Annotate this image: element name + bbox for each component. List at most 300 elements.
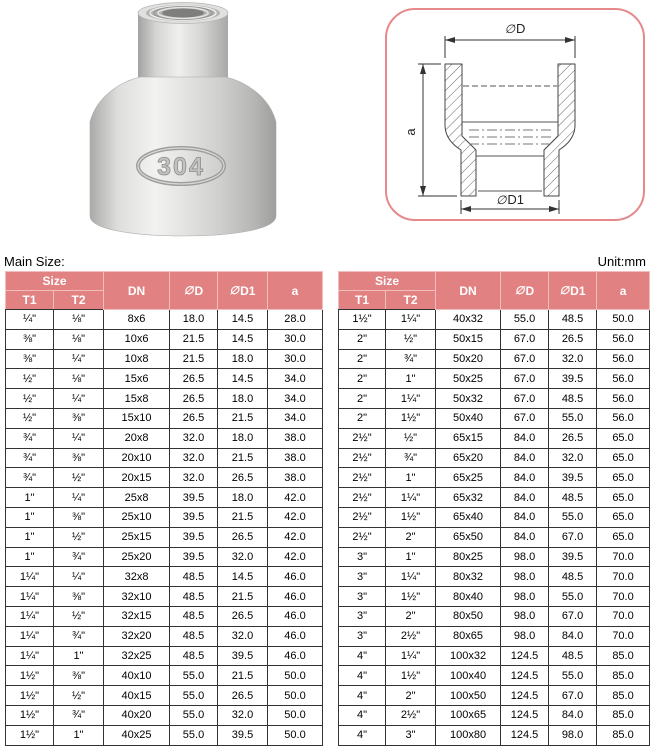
col-header-d-label: D: [194, 283, 204, 298]
table-cell: ½": [54, 468, 104, 488]
table-cell: 34.0: [268, 369, 323, 389]
table-row: [6, 389, 323, 409]
table-cell: 67.0: [501, 408, 549, 428]
table-cell: ¼": [54, 389, 104, 409]
table-cell: 21.5: [218, 507, 268, 527]
table-cell: 85.0: [597, 666, 650, 686]
table-cell: 65x32: [436, 488, 501, 508]
table-cell: 50x15: [436, 329, 501, 349]
table-cell: 1": [54, 725, 104, 745]
table-row: [339, 646, 650, 666]
table-cell: ⅛": [54, 329, 104, 349]
table-cell: 65.0: [597, 488, 650, 508]
table-row: [339, 587, 650, 607]
table-row: [339, 626, 650, 646]
table-cell: 1¼": [6, 626, 54, 646]
table-cell: 2½": [386, 705, 436, 725]
diameter-symbol: ∅: [229, 284, 240, 297]
table-cell: 30.0: [268, 329, 323, 349]
table-cell: 18.0: [218, 349, 268, 369]
table-cell: 32.0: [218, 705, 268, 725]
table-cell: 65x50: [436, 527, 501, 547]
dim-label-d: ∅D: [504, 21, 526, 36]
table-row: [6, 587, 323, 607]
table-cell: 124.5: [501, 705, 549, 725]
table-cell: 4": [339, 646, 386, 666]
table-cell: 42.0: [268, 507, 323, 527]
table-cell: 100x50: [436, 686, 501, 706]
table-row: [6, 606, 323, 626]
table-cell: 1": [6, 507, 54, 527]
table-cell: 65x15: [436, 428, 501, 448]
table-cell: 84.0: [501, 468, 549, 488]
table-cell: ⅜": [54, 507, 104, 527]
table-cell: 50.0: [268, 705, 323, 725]
table-cell: 32.0: [549, 349, 597, 369]
col-header-size: Size: [6, 272, 104, 291]
table-cell: 2½": [339, 468, 386, 488]
size-tables: [5, 271, 650, 746]
threaded-opening: [138, 3, 228, 24]
table-cell: ½": [54, 527, 104, 547]
table-row: [339, 686, 650, 706]
table-row: [6, 567, 323, 587]
table-cell: ¾": [386, 448, 436, 468]
table-cell: 2": [386, 686, 436, 706]
table-cell: 84.0: [501, 428, 549, 448]
table-cell: 26.5: [170, 408, 218, 428]
table-cell: 1½": [386, 587, 436, 607]
table-row: [6, 408, 323, 428]
table-row: [6, 705, 323, 725]
dim-label-d1: ∅D1: [495, 192, 525, 207]
table-cell: 1": [386, 468, 436, 488]
table-cell: 98.0: [501, 626, 549, 646]
table-cell: 14.5: [218, 567, 268, 587]
table-cell: 1": [386, 547, 436, 567]
table-cell: 124.5: [501, 686, 549, 706]
table-cell: ¼": [54, 349, 104, 369]
table-cell: 3": [339, 567, 386, 587]
table-cell: 124.5: [501, 666, 549, 686]
table-row: [6, 646, 323, 666]
table-cell: 2": [339, 369, 386, 389]
table-row: [339, 666, 650, 686]
table-body-left: [6, 310, 323, 746]
main-size-label: Main Size:: [4, 254, 65, 269]
col-header-d1-label: D1: [240, 283, 256, 298]
dimension-top: [445, 36, 575, 58]
table-cell: 32x15: [104, 606, 170, 626]
table-cell: 14.5: [218, 310, 268, 330]
col-header-t2: T2: [386, 291, 436, 310]
table-cell: ½": [6, 408, 54, 428]
table-cell: 98.0: [501, 547, 549, 567]
table-cell: 32.0: [170, 428, 218, 448]
table-cell: 1¼": [6, 587, 54, 607]
table-cell: 48.5: [170, 626, 218, 646]
col-header-dn: DN: [436, 272, 501, 310]
table-cell: 3": [386, 725, 436, 745]
table-cell: 46.0: [268, 587, 323, 607]
table-cell: 3": [339, 547, 386, 567]
table-row: [339, 428, 650, 448]
table-cell: 32x20: [104, 626, 170, 646]
table-cell: ½": [54, 606, 104, 626]
table-cell: 55.0: [549, 408, 597, 428]
table-cell: 65.0: [597, 507, 650, 527]
table-cell: 20x10: [104, 448, 170, 468]
unit-label: Unit:mm: [597, 254, 646, 269]
technical-drawing: [387, 10, 643, 219]
table-cell: 40x10: [104, 666, 170, 686]
table-cell: 2½": [339, 448, 386, 468]
table-cell: 4": [339, 666, 386, 686]
table-cell: 32.0: [218, 547, 268, 567]
table-cell: ¾": [54, 547, 104, 567]
table-cell: 48.5: [549, 310, 597, 330]
table-cell: 124.5: [501, 646, 549, 666]
table-cell: 4": [339, 686, 386, 706]
technical-diagram-box: [385, 8, 645, 221]
diameter-symbol: ∅: [514, 284, 525, 297]
stamp-text: 304: [157, 153, 205, 181]
table-cell: 2½": [339, 527, 386, 547]
table-cell: 14.5: [218, 369, 268, 389]
col-header-d: [501, 272, 549, 310]
table-cell: 32x25: [104, 646, 170, 666]
table-cell: 42.0: [268, 547, 323, 567]
table-cell: 67.0: [501, 329, 549, 349]
table-cell: 1½": [6, 725, 54, 745]
col-header-a: a: [597, 272, 650, 310]
table-cell: 39.5: [170, 488, 218, 508]
table-cell: ⅛": [54, 369, 104, 389]
table-cell: ⅜": [54, 408, 104, 428]
col-header-a: a: [268, 272, 323, 310]
table-cell: 65x25: [436, 468, 501, 488]
table-cell: 15x8: [104, 389, 170, 409]
table-cell: 56.0: [597, 329, 650, 349]
col-header-d1-label: D1: [570, 283, 586, 298]
table-cell: 48.5: [170, 587, 218, 607]
diameter-symbol: ∅: [183, 284, 194, 297]
table-cell: 34.0: [268, 389, 323, 409]
table-row: [339, 567, 650, 587]
table-cell: 65.0: [597, 527, 650, 547]
table-cell: 2½": [386, 626, 436, 646]
table-cell: 38.0: [268, 448, 323, 468]
table-cell: 20x15: [104, 468, 170, 488]
table-cell: 84.0: [549, 705, 597, 725]
table-cell: 100x80: [436, 725, 501, 745]
table-cell: 2": [339, 408, 386, 428]
col-header-dn: DN: [104, 272, 170, 310]
table-cell: 39.5: [170, 527, 218, 547]
table-cell: 18.0: [218, 428, 268, 448]
col-header-d: [170, 272, 218, 310]
table-cell: 1¼": [386, 488, 436, 508]
fitting-photo-illustration: [45, 0, 320, 240]
table-row: [6, 725, 323, 745]
table-cell: 39.5: [170, 547, 218, 567]
table-cell: 1¼": [386, 389, 436, 409]
table-cell: 39.5: [170, 507, 218, 527]
table-cell: 32.0: [218, 626, 268, 646]
table-cell: 8x6: [104, 310, 170, 330]
table-cell: 55.0: [170, 705, 218, 725]
table-cell: 55.0: [170, 666, 218, 686]
table-cell: 84.0: [501, 448, 549, 468]
table-cell: 85.0: [597, 705, 650, 725]
table-cell: 18.0: [218, 389, 268, 409]
table-cell: 70.0: [597, 626, 650, 646]
table-cell: 55.0: [501, 310, 549, 330]
table-cell: 32.0: [170, 448, 218, 468]
table-cell: 40x15: [104, 686, 170, 706]
table-cell: 55.0: [549, 507, 597, 527]
table-row: [6, 666, 323, 686]
table-cell: 65.0: [597, 428, 650, 448]
table-cell: 98.0: [501, 587, 549, 607]
table-cell: 25x20: [104, 547, 170, 567]
table-cell: 42.0: [268, 488, 323, 508]
dim-label-a: a: [403, 128, 418, 136]
table-cell: 67.0: [501, 389, 549, 409]
table-row: [339, 408, 650, 428]
table-cell: 1¼": [6, 606, 54, 626]
table-cell: 48.5: [549, 646, 597, 666]
table-row: [339, 369, 650, 389]
table-cell: 48.5: [549, 389, 597, 409]
table-cell: 21.5: [170, 349, 218, 369]
table-row: [339, 547, 650, 567]
table-cell: 70.0: [597, 587, 650, 607]
col-header-d1: [549, 272, 597, 310]
col-header-t1: T1: [6, 291, 54, 310]
table-cell: 50x25: [436, 369, 501, 389]
table-cell: ¾": [6, 428, 54, 448]
table-cell: 56.0: [597, 349, 650, 369]
table-cell: 80x50: [436, 606, 501, 626]
table-cell: 38.0: [268, 468, 323, 488]
table-cell: 1": [6, 547, 54, 567]
top-section: [0, 0, 650, 248]
table-cell: 32.0: [170, 468, 218, 488]
table-cell: 42.0: [268, 527, 323, 547]
table-cell: 65x20: [436, 448, 501, 468]
table-cell: 26.5: [218, 686, 268, 706]
table-row: [339, 468, 650, 488]
table-cell: 67.0: [501, 349, 549, 369]
table-cell: 21.5: [218, 666, 268, 686]
table-cell: ½": [6, 389, 54, 409]
col-header-d1: [218, 272, 268, 310]
table-row: [6, 428, 323, 448]
table-cell: 84.0: [549, 626, 597, 646]
table-cell: 25x10: [104, 507, 170, 527]
table-row: [339, 705, 650, 725]
table-row: [339, 507, 650, 527]
table-cell: 50x20: [436, 349, 501, 369]
table-cell: 98.0: [501, 606, 549, 626]
table-cell: 2": [339, 349, 386, 369]
table-cell: ½": [386, 428, 436, 448]
table-header: [339, 272, 650, 310]
table-cell: 1½": [386, 666, 436, 686]
table-cell: 100x40: [436, 666, 501, 686]
table-cell: 28.0: [268, 310, 323, 330]
table-cell: 10x6: [104, 329, 170, 349]
table-cell: 1": [6, 488, 54, 508]
table-row: [6, 547, 323, 567]
table-cell: 124.5: [501, 725, 549, 745]
table-cell: ¾": [386, 349, 436, 369]
table-cell: 70.0: [597, 547, 650, 567]
table-cell: ⅜": [54, 448, 104, 468]
table-cell: 40x20: [104, 705, 170, 725]
table-cell: 48.5: [170, 646, 218, 666]
table-cell: ½": [386, 329, 436, 349]
table-cell: ⅜": [6, 349, 54, 369]
table-row: [339, 448, 650, 468]
table-cell: 46.0: [268, 626, 323, 646]
table-cell: 2½": [339, 428, 386, 448]
table-cell: 3": [339, 587, 386, 607]
diameter-symbol: ∅: [559, 284, 570, 297]
table-cell: 50.0: [268, 725, 323, 745]
table-cell: 1": [54, 646, 104, 666]
table-cell: 26.5: [549, 329, 597, 349]
table-row: [6, 468, 323, 488]
table-row: [6, 626, 323, 646]
table-cell: 32.0: [549, 448, 597, 468]
table-cell: 67.0: [501, 369, 549, 389]
table-row: [339, 488, 650, 508]
table-cell: 4": [339, 705, 386, 725]
table-cell: 32x10: [104, 587, 170, 607]
table-cell: 55.0: [170, 686, 218, 706]
table-cell: 26.5: [218, 606, 268, 626]
table-row: [339, 527, 650, 547]
table-cell: 100x32: [436, 646, 501, 666]
table-cell: 1½": [6, 705, 54, 725]
table-row: [6, 310, 323, 330]
table-cell: 15x10: [104, 408, 170, 428]
table-row: [339, 606, 650, 626]
table-cell: 98.0: [501, 567, 549, 587]
table-cell: 48.5: [549, 488, 597, 508]
table-cell: 1¼": [6, 646, 54, 666]
table-row: [6, 527, 323, 547]
table-cell: 67.0: [549, 606, 597, 626]
table-row: [339, 310, 650, 330]
table-cell: 38.0: [268, 428, 323, 448]
table-cell: 1½": [386, 408, 436, 428]
table-cell: 39.5: [549, 369, 597, 389]
table-cell: 80x40: [436, 587, 501, 607]
size-table-left: [5, 271, 323, 746]
table-cell: 70.0: [597, 567, 650, 587]
table-cell: 26.5: [218, 527, 268, 547]
table-cell: 40x25: [104, 725, 170, 745]
table-cell: 25x8: [104, 488, 170, 508]
table-row: [339, 329, 650, 349]
col-header-t2: T2: [54, 291, 104, 310]
table-cell: 46.0: [268, 567, 323, 587]
table-cell: ⅜": [54, 666, 104, 686]
table-cell: 14.5: [218, 329, 268, 349]
labels-line: [4, 249, 646, 269]
table-cell: 2": [339, 329, 386, 349]
table-row: [6, 507, 323, 527]
table-cell: 21.5: [218, 448, 268, 468]
table-cell: 85.0: [597, 646, 650, 666]
table-cell: ¼": [6, 310, 54, 330]
table-cell: 18.0: [218, 488, 268, 508]
table-cell: 65.0: [597, 448, 650, 468]
table-cell: 30.0: [268, 349, 323, 369]
table-cell: 26.5: [170, 389, 218, 409]
table-cell: 34.0: [268, 408, 323, 428]
table-cell: 80x25: [436, 547, 501, 567]
table-cell: 65.0: [597, 468, 650, 488]
table-row: [6, 349, 323, 369]
table-cell: 56.0: [597, 408, 650, 428]
table-cell: 20x8: [104, 428, 170, 448]
table-row: [339, 725, 650, 745]
table-cell: 55.0: [549, 666, 597, 686]
table-cell: 98.0: [549, 725, 597, 745]
table-cell: 2": [386, 527, 436, 547]
table-cell: 39.5: [218, 725, 268, 745]
table-cell: ¾": [6, 468, 54, 488]
product-photo: [45, 0, 320, 240]
table-cell: 2": [339, 389, 386, 409]
table-cell: 1¼": [6, 567, 54, 587]
col-header-t1: T1: [339, 291, 386, 310]
table-cell: 50.0: [597, 310, 650, 330]
table-cell: 26.5: [170, 369, 218, 389]
table-cell: 48.5: [170, 567, 218, 587]
table-row: [339, 389, 650, 409]
table-cell: 70.0: [597, 606, 650, 626]
table-cell: 84.0: [501, 527, 549, 547]
table-cell: 32x8: [104, 567, 170, 587]
table-row: [6, 686, 323, 706]
table-row: [6, 329, 323, 349]
table-cell: 10x8: [104, 349, 170, 369]
table-cell: 1¼": [386, 567, 436, 587]
table-cell: 26.5: [549, 428, 597, 448]
table-cell: ¾": [54, 705, 104, 725]
table-cell: 84.0: [501, 507, 549, 527]
table-header: [6, 272, 323, 310]
table-cell: 80x32: [436, 567, 501, 587]
table-cell: 1½": [386, 507, 436, 527]
table-cell: 85.0: [597, 725, 650, 745]
table-cell: 100x65: [436, 705, 501, 725]
table-cell: ½": [54, 686, 104, 706]
table-row: [6, 448, 323, 468]
table-cell: 3": [339, 626, 386, 646]
table-cell: 1¼": [386, 310, 436, 330]
table-cell: 25x15: [104, 527, 170, 547]
table-cell: ¼": [54, 428, 104, 448]
table-cell: 67.0: [549, 686, 597, 706]
table-cell: 18.0: [170, 310, 218, 330]
table-cell: 21.5: [218, 408, 268, 428]
